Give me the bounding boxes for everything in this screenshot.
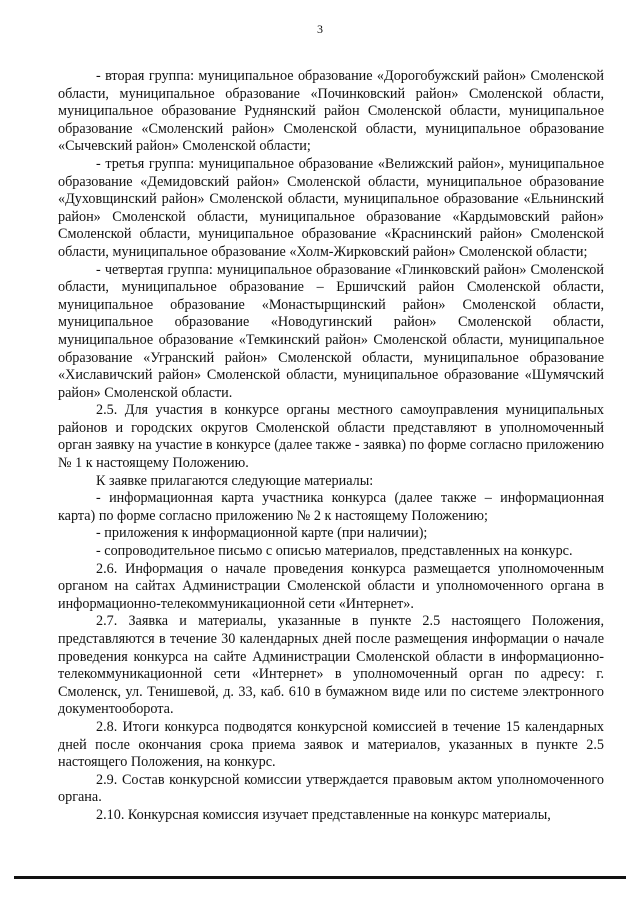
document-body	[58, 68, 604, 825]
paragraph-group-2: - вторая группа: муниципальное образование «Дорогобужский район» Смоленской области, муниципальное образование «Починковский район» Смоленской области, муниципальное образование Руднянский район Смоленской области, муниципальное образование «Смоленский район» Смоленской области, муниципальное образование «Сычевский район» Смоленской области;	[58, 68, 604, 155]
paragraph-2-7: 2.7. Заявка и материалы, указанные в пункте 2.5 настоящего Положения, представляются в течение 30 календарных дней после размещения информации о начале проведения конкурса на сайте Администрации Смоленской области в информационно-телекоммуникационной сети «Интернет» в уполномоченный орган по адресу: г. Смоленск, ул. Тенишевой, д. 33, каб. 610 в бумажном виде или по системе электронного документооборота.	[58, 613, 604, 718]
paragraph-card-appendices: - приложения к информационной карте (при наличии);	[96, 525, 428, 542]
paragraph-group-4: - четвертая группа: муниципальное образование «Глинковский район» Смоленской области, муниципальное образование – Ершичский район Смоленской области, муниципальное образование «Монастырщинский район» Смоленской области, муниципальное образование «Новодугинский район» Смоленской области, муниципальное образование «Темкинский район» Смоленской области, муниципальное образование «Угранский район» Смоленской области, муниципальное образование «Хиславичский район» Смоленской области, муниципальное образование «Шумячский район» Смоленской области.	[58, 261, 604, 401]
bottom-rule	[14, 876, 626, 879]
paragraph-cover-letter: - сопроводительное письмо с описью материалов, представленных на конкурс.	[96, 543, 573, 560]
paragraph-info-card: - информационная карта участника конкурса (далее также – информационная карта) по форме согласно приложению № 2 к настоящему Положению;	[58, 490, 604, 524]
paragraph-2-5: 2.5. Для участия в конкурсе органы местного самоуправления муниципальных районов и городских округов Смоленской области представляют в уполномоченный орган заявку на участие в конкурсе (далее также - заявка) по форме согласно приложению № 1 к настоящему Положению.	[58, 402, 604, 472]
paragraph-attachments-intro: К заявке прилагаются следующие материалы:	[96, 472, 374, 489]
paragraph-2-10: 2.10. Конкурсная комиссия изучает представленные на конкурс материалы,	[96, 806, 551, 823]
paragraph-2-8: 2.8. Итоги конкурса подводятся конкурсной комиссией в течение 15 календарных дней после окончания срока приема заявок и материалов, указанных в пункте 2.5 настоящего Положения, на конкурс.	[58, 718, 604, 771]
paragraph-group-3: - третья группа: муниципальное образование «Велижский район», муниципальное образование «Демидовский район» Смоленской области, муниципальное образование «Духовщинский район» Смоленской области, муниципальное образование «Ельнинский район» Смоленской области, муниципальное образование «Кардымовский район» Смоленской области, муниципальное образование «Краснинский район» Смоленской области, муниципальное образование «Холм-Жирковский район» Смоленской области;	[58, 155, 604, 260]
page-number: 3	[317, 22, 323, 36]
paragraph-2-6: 2.6. Информация о начале проведения конкурса размещается уполномоченным органом на сайтах Администрации Смоленской области и уполномоченного органа в информационно-телекоммуникационной сети «Интернет».	[58, 560, 604, 612]
paragraph-2-9: 2.9. Состав конкурсной комиссии утверждается правовым актом уполномоченного органа.	[58, 771, 604, 806]
